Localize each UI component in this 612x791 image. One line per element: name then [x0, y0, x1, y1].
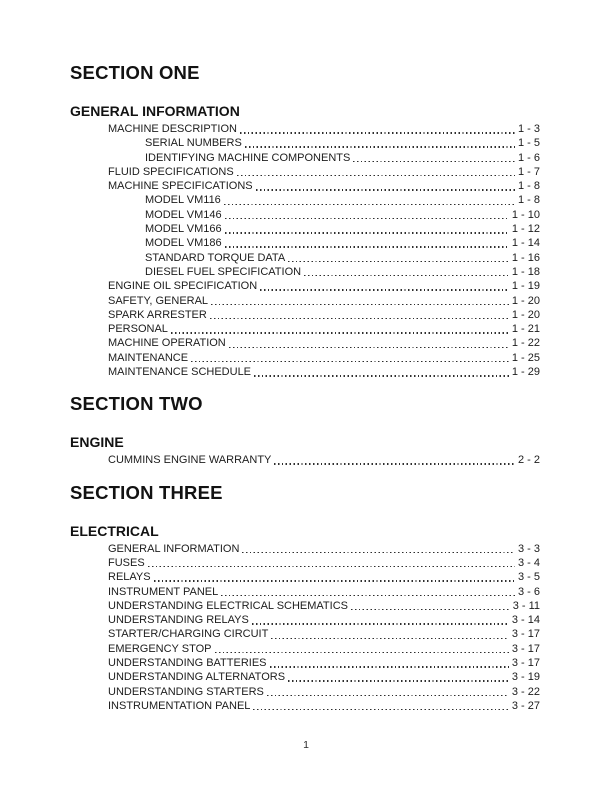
dot-leader [288, 261, 509, 262]
dot-leader [270, 666, 509, 667]
entry-label: RELAYS [108, 571, 151, 584]
entry-label: FLUID SPECIFICATIONS [108, 165, 234, 178]
entry-page: 1 - 6 [517, 151, 540, 164]
entry-label: PERSONAL [108, 323, 168, 336]
toc-entry [108, 165, 540, 179]
entry-page: 3 - 17 [511, 628, 540, 641]
dot-leader [253, 709, 508, 710]
toc-entry [108, 336, 540, 350]
entry-label: UNDERSTANDING BATTERIES [108, 657, 267, 670]
dot-leader [351, 609, 510, 610]
toc-section [70, 62, 540, 379]
toc-entry [108, 294, 540, 308]
entry-page: 1 - 8 [517, 194, 540, 207]
entry-label: UNDERSTANDING ELECTRICAL SCHEMATICS [108, 599, 348, 612]
dot-leader [252, 623, 509, 624]
dot-leader [211, 304, 509, 305]
toc-entry [108, 570, 540, 584]
toc-entry [108, 279, 540, 293]
entry-page: 1 - 8 [517, 180, 540, 193]
toc-entry [108, 642, 540, 656]
entry-label: SAFETY, GENERAL [108, 294, 209, 307]
entry-page: 1 - 25 [511, 351, 540, 364]
dot-leader [215, 652, 509, 653]
entry-page: 3 - 11 [512, 599, 540, 612]
dot-leader [256, 189, 515, 190]
entry-page: 3 - 14 [511, 614, 540, 627]
entry-label: INSTRUMENT PANEL [108, 585, 219, 598]
dot-leader [237, 175, 515, 176]
toc-entry [108, 365, 540, 379]
entry-page: 1 - 18 [511, 265, 540, 278]
entry-label: MODEL VM166 [145, 223, 222, 236]
dot-leader [242, 552, 515, 553]
toc-entry [108, 208, 540, 222]
toc-entry [108, 351, 540, 365]
dot-leader [221, 595, 515, 596]
entry-label: SPARK ARRESTER [108, 308, 207, 321]
entry-label: IDENTIFYING MACHINE COMPONENTS [145, 151, 351, 164]
toc-entry [108, 136, 540, 150]
section-subheading: GENERAL INFORMATION [70, 103, 240, 119]
entry-label: UNDERSTANDING RELAYS [108, 614, 249, 627]
toc-entry [108, 222, 540, 236]
dot-leader [271, 638, 509, 639]
entry-page: 3 - 22 [511, 685, 540, 698]
dot-leader [210, 318, 509, 319]
entry-page: 3 - 17 [511, 657, 540, 670]
entry-label: FUSES [108, 556, 145, 569]
entry-page: 1 - 21 [511, 323, 540, 336]
entry-page: 1 - 16 [511, 251, 540, 264]
toc-entry [108, 670, 540, 684]
toc-entry [108, 122, 540, 136]
toc-entry [108, 265, 540, 279]
entry-label: MODEL VM146 [145, 208, 222, 221]
entry-label: SERIAL NUMBERS [145, 137, 242, 150]
entry-label: MAINTENANCE SCHEDULE [108, 366, 252, 379]
toc-entry [108, 613, 540, 627]
dot-leader [148, 566, 515, 567]
toc-entry [108, 308, 540, 322]
entry-page: 1 - 19 [511, 280, 540, 293]
section-heading: SECTION TWO [70, 393, 203, 415]
toc-entry [108, 453, 540, 467]
footer-page-number: 1 [303, 739, 309, 751]
toc-entry [108, 322, 540, 336]
entry-label: MAINTENANCE [108, 351, 189, 364]
entry-page: 3 - 19 [511, 671, 540, 684]
entry-label: MODEL VM116 [145, 194, 221, 207]
entry-page: 1 - 7 [517, 165, 540, 178]
section-heading: SECTION ONE [70, 62, 200, 83]
entry-label: UNDERSTANDING STARTERS [108, 685, 264, 698]
entry-page: 3 - 6 [517, 585, 540, 598]
toc-section [70, 393, 540, 467]
dot-leader [260, 289, 509, 290]
toc-entry [108, 236, 540, 250]
toc-entry [108, 699, 540, 713]
entry-page: 1 - 12 [511, 223, 540, 236]
entry-label: CUMMINS ENGINE WARRANTY [108, 454, 272, 467]
entry-page: 1 - 29 [511, 366, 540, 379]
dot-leader [225, 246, 509, 247]
entry-page: 1 - 22 [511, 337, 540, 350]
entry-label: STARTER/CHARGING CIRCUIT [108, 628, 269, 641]
toc-entry [108, 685, 540, 699]
entry-label: STANDARD TORQUE DATA [145, 251, 286, 264]
entry-label: MACHINE SPECIFICATIONS [108, 180, 253, 193]
dot-leader [274, 463, 515, 464]
toc-entry [108, 542, 540, 556]
dot-leader [225, 218, 509, 219]
dot-leader [288, 680, 509, 681]
toc-entry [108, 179, 540, 193]
toc-entry [108, 585, 540, 599]
toc-entry [108, 251, 540, 265]
entry-list [108, 122, 540, 379]
entry-list [108, 542, 540, 714]
entry-page: 3 - 3 [517, 542, 540, 555]
entry-page: 1 - 3 [517, 123, 540, 135]
dot-leader [353, 161, 515, 162]
toc-entry [108, 151, 540, 165]
entry-label: MACHINE OPERATION [108, 337, 226, 350]
entry-page: 3 - 27 [511, 699, 540, 712]
entry-page: 3 - 17 [511, 642, 540, 655]
entry-page: 1 - 14 [511, 237, 540, 250]
dot-leader [191, 361, 509, 362]
entry-label: MODEL VM186 [145, 237, 222, 250]
section-heading: SECTION THREE [70, 481, 223, 503]
dot-leader [267, 695, 509, 696]
entry-label: ENGINE OIL SPECIFICATION [108, 280, 258, 293]
section-subheading: ELECTRICAL [70, 522, 159, 539]
entry-label: DIESEL FUEL SPECIFICATION [145, 265, 302, 278]
entry-label: MACHINE DESCRIPTION [108, 123, 237, 135]
dot-leader [240, 132, 515, 133]
entry-page: 1 - 5 [517, 137, 540, 150]
dot-leader [254, 375, 509, 376]
entry-page: 1 - 10 [511, 208, 540, 221]
dot-leader [245, 146, 515, 147]
toc-entry [108, 193, 540, 207]
dot-leader [304, 275, 509, 276]
toc-entry [108, 656, 540, 670]
dot-leader [229, 347, 509, 348]
dot-leader [171, 332, 509, 333]
entry-label: INSTRUMENTATION PANEL [108, 699, 251, 712]
entry-page: 3 - 4 [517, 556, 540, 569]
entry-label: EMERGENCY STOP [108, 642, 212, 655]
entry-page: 2 - 2 [517, 454, 540, 467]
entry-label: GENERAL INFORMATION [108, 542, 240, 555]
entry-page: 3 - 5 [517, 571, 540, 584]
toc-entry [108, 627, 540, 641]
dot-leader [224, 204, 515, 205]
entry-page: 1 - 20 [511, 308, 540, 321]
dot-leader [154, 580, 515, 581]
dot-leader [225, 232, 509, 233]
entry-label: UNDERSTANDING ALTERNATORS [108, 671, 286, 684]
toc-entry [108, 599, 540, 613]
section-subheading: ENGINE [70, 434, 124, 451]
entry-list [108, 453, 540, 467]
toc-section [70, 482, 540, 714]
entry-page: 1 - 20 [511, 294, 540, 307]
toc-sections [70, 62, 540, 713]
toc-entry [108, 556, 540, 570]
